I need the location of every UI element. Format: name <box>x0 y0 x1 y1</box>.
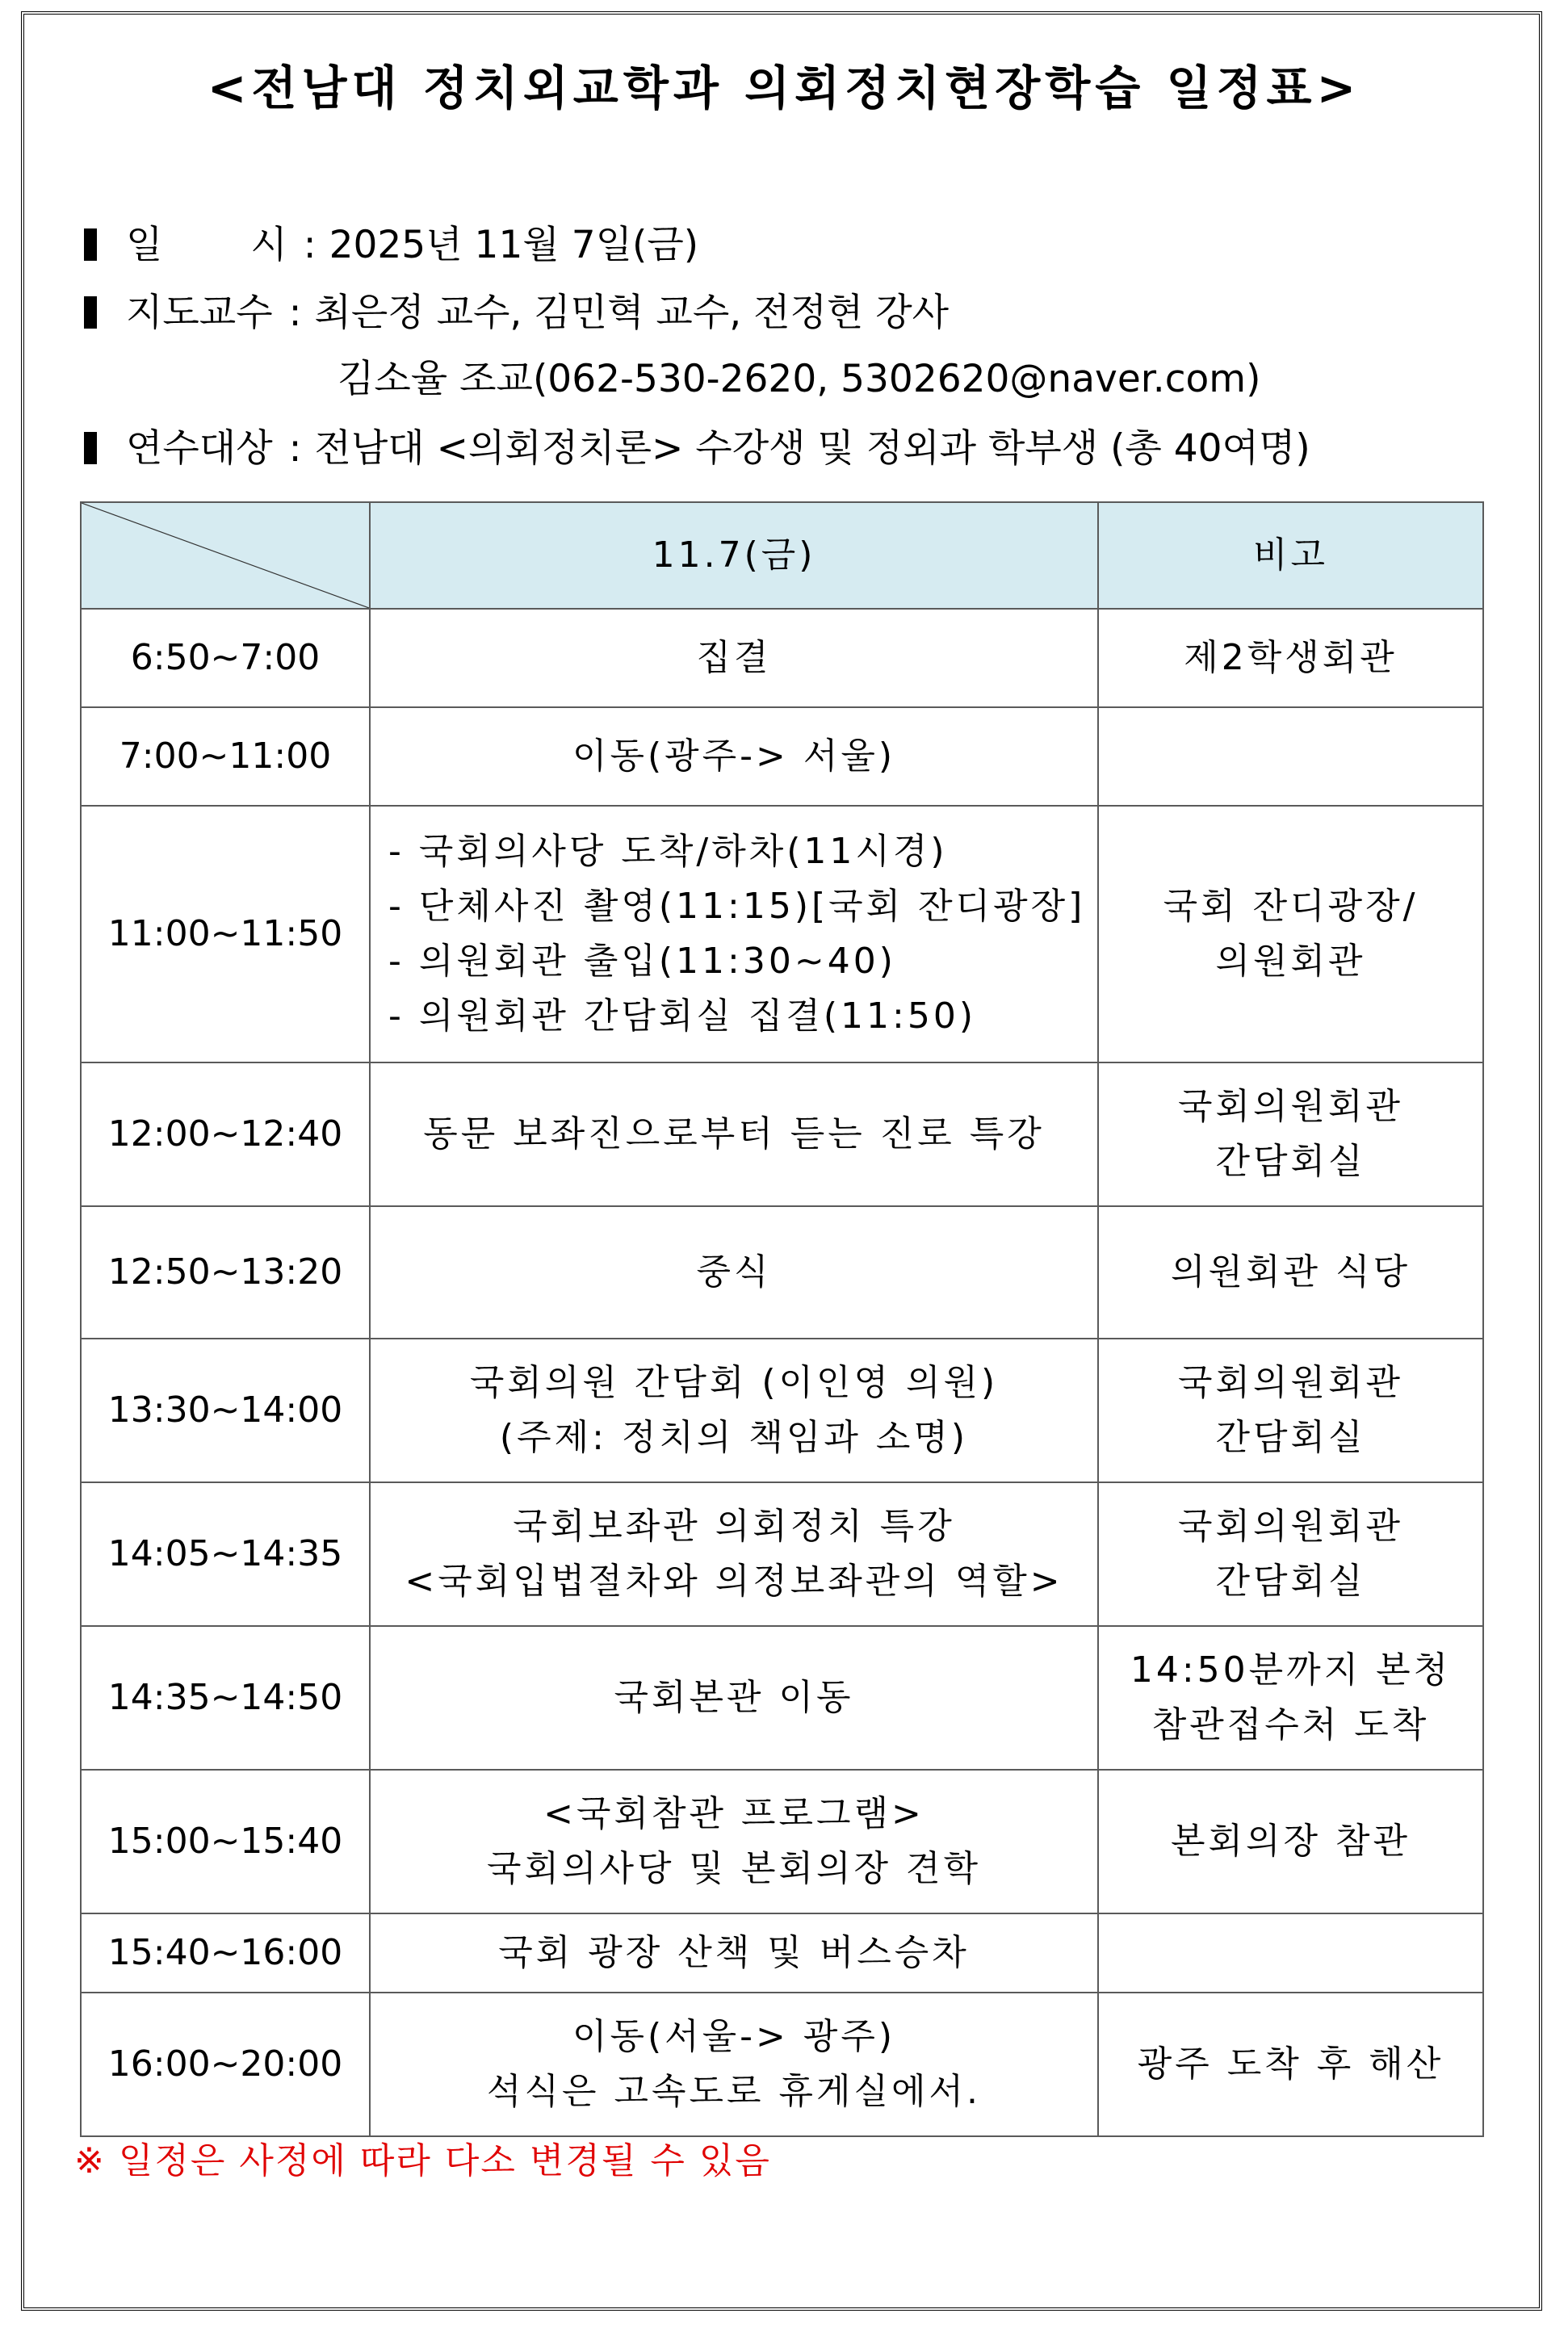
target-label: 연수대상 <box>126 426 273 471</box>
note-line: 국회의원회관 <box>1177 1086 1404 1127</box>
date-value: 2025년 11월 7일(금) <box>329 223 699 267</box>
header-date: 11.7(금) <box>370 502 1098 609</box>
time-cell: 15:40~16:00 <box>81 1913 370 1993</box>
target-value: 전남대 <의회정치론> 수강생 및 정외과 학부생 (총 40여명) <box>314 426 1310 471</box>
footnote: ※ 일정은 사정에 따라 다소 변경될 수 있음 <box>74 2140 771 2181</box>
activity-line: 동문 보좌진으로부터 듣는 진로 특강 <box>423 1113 1045 1155</box>
note-line: 14:50분까지 본청 <box>1130 1649 1452 1691</box>
page-title: <전남대 정치외교학과 의회정치현장학습 일정표> <box>207 61 1361 115</box>
table-row <box>81 1913 1483 1993</box>
activity-line: 집결 <box>696 637 772 678</box>
time-cell: 6:50~7:00 <box>81 609 370 707</box>
activity-cell <box>370 1339 1098 1482</box>
activity-cell <box>370 1482 1098 1626</box>
note-cell <box>1098 1913 1483 1993</box>
note-line: 간담회실 <box>1215 1141 1366 1182</box>
activity-line: 석식은 고속도로 휴게실에서. <box>486 2071 981 2112</box>
activity-line: 국회 광장 산책 및 버스승차 <box>498 1932 970 1973</box>
table-row <box>81 1206 1483 1339</box>
note-cell <box>1098 806 1483 1062</box>
note-line: 제2학생회관 <box>1184 637 1398 678</box>
table-row <box>81 1626 1483 1770</box>
activity-line: 국회본관 이동 <box>614 1677 854 1718</box>
activity-cell <box>370 1770 1098 1913</box>
note-line: 간담회실 <box>1215 1417 1366 1458</box>
note-line: 간담회실 <box>1215 1561 1366 1602</box>
note-line: 국회의원회관 <box>1177 1506 1404 1547</box>
info-target <box>84 418 1310 472</box>
schedule-table <box>80 501 1484 2137</box>
date-label: 일 시 <box>126 223 287 267</box>
activity-cell <box>370 1626 1098 1770</box>
diagonal-header-cell <box>81 502 370 609</box>
activity-cell <box>370 609 1098 707</box>
time-cell: 11:00~11:50 <box>81 806 370 1062</box>
advisor-label: 지도교수 <box>126 291 273 335</box>
info-date <box>84 215 698 269</box>
activity-cell <box>370 1913 1098 1993</box>
table-row <box>81 806 1483 1062</box>
activity-line: 국회보좌관 의회정치 특강 <box>513 1506 955 1547</box>
activity-line: - 의원회관 간담회실 집결(11:50) <box>388 995 977 1037</box>
note-cell <box>1098 1626 1483 1770</box>
table-row <box>81 1062 1483 1206</box>
bullet-icon <box>84 228 97 261</box>
activity-line: - 국회의사당 도착/하차(11시경) <box>388 831 948 872</box>
separator: : <box>303 223 317 267</box>
activity-line: <국회입법절차와 의정보좌관의 역할> <box>405 1561 1063 1602</box>
activity-line: (주제: 정치의 책임과 소명) <box>499 1417 969 1458</box>
table-row <box>81 609 1483 707</box>
note-line: 의원회관 식당 <box>1170 1251 1411 1293</box>
activity-cell <box>370 1206 1098 1339</box>
time-cell: 12:00~12:40 <box>81 1062 370 1206</box>
advisor-value-2: 김소율 조교(062-530-2620, 5302620@naver.com) <box>337 357 1261 401</box>
activity-cell <box>370 1993 1098 2136</box>
activity-cell <box>370 806 1098 1062</box>
table-row <box>81 1482 1483 1626</box>
time-cell: 14:05~14:35 <box>81 1482 370 1626</box>
activity-line: <국회참관 프로그램> <box>543 1793 924 1834</box>
activity-line: 이동(광주-> 서울) <box>572 736 896 777</box>
diagonal-line <box>82 503 369 608</box>
time-cell: 16:00~20:00 <box>81 1993 370 2136</box>
note-cell <box>1098 1206 1483 1339</box>
table-row <box>81 1339 1483 1482</box>
table-row <box>81 1770 1483 1913</box>
activity-line: 중식 <box>696 1251 772 1293</box>
time-cell: 15:00~15:40 <box>81 1770 370 1913</box>
separator: : <box>288 426 302 471</box>
note-line: 광주 도착 후 해산 <box>1137 2043 1444 2085</box>
note-line: 국회의원회관 <box>1177 1362 1404 1403</box>
advisor-value: 최은정 교수, 김민혁 교수, 전정현 강사 <box>314 291 950 335</box>
time-cell: 7:00~11:00 <box>81 707 370 806</box>
note-cell <box>1098 707 1483 806</box>
note-cell <box>1098 1993 1483 2136</box>
note-cell <box>1098 609 1483 707</box>
table-row <box>81 707 1483 806</box>
time-cell: 13:30~14:00 <box>81 1339 370 1482</box>
note-cell <box>1098 1770 1483 1913</box>
activity-line: 국회의사당 및 본회의장 견학 <box>486 1848 981 1889</box>
note-cell <box>1098 1482 1483 1626</box>
info-advisor <box>84 283 949 337</box>
time-cell: 14:35~14:50 <box>81 1626 370 1770</box>
table-row <box>81 1993 1483 2136</box>
note-line: 본회의장 참관 <box>1170 1821 1411 1862</box>
separator: : <box>288 291 302 335</box>
note-cell <box>1098 1062 1483 1206</box>
activity-line: 국회의원 간담회 (이인영 의원) <box>469 1362 999 1403</box>
header-note: 비고 <box>1098 502 1483 609</box>
time-cell: 12:50~13:20 <box>81 1206 370 1339</box>
note-line: 국회 잔디광장/ <box>1163 886 1419 927</box>
activity-line: - 단체사진 촬영(11:15)[국회 잔디광장] <box>388 886 1086 927</box>
note-line: 의원회관 <box>1215 941 1366 982</box>
note-cell <box>1098 1339 1483 1482</box>
note-line: 참관접수처 도착 <box>1151 1704 1430 1746</box>
activity-cell <box>370 1062 1098 1206</box>
bullet-icon <box>84 432 97 464</box>
activity-line: 이동(서울-> 광주) <box>572 2016 896 2057</box>
activity-cell <box>370 707 1098 806</box>
bullet-icon <box>84 296 97 329</box>
table-header-row <box>81 502 1483 609</box>
activity-line: - 의원회관 출입(11:30~40) <box>388 941 896 982</box>
